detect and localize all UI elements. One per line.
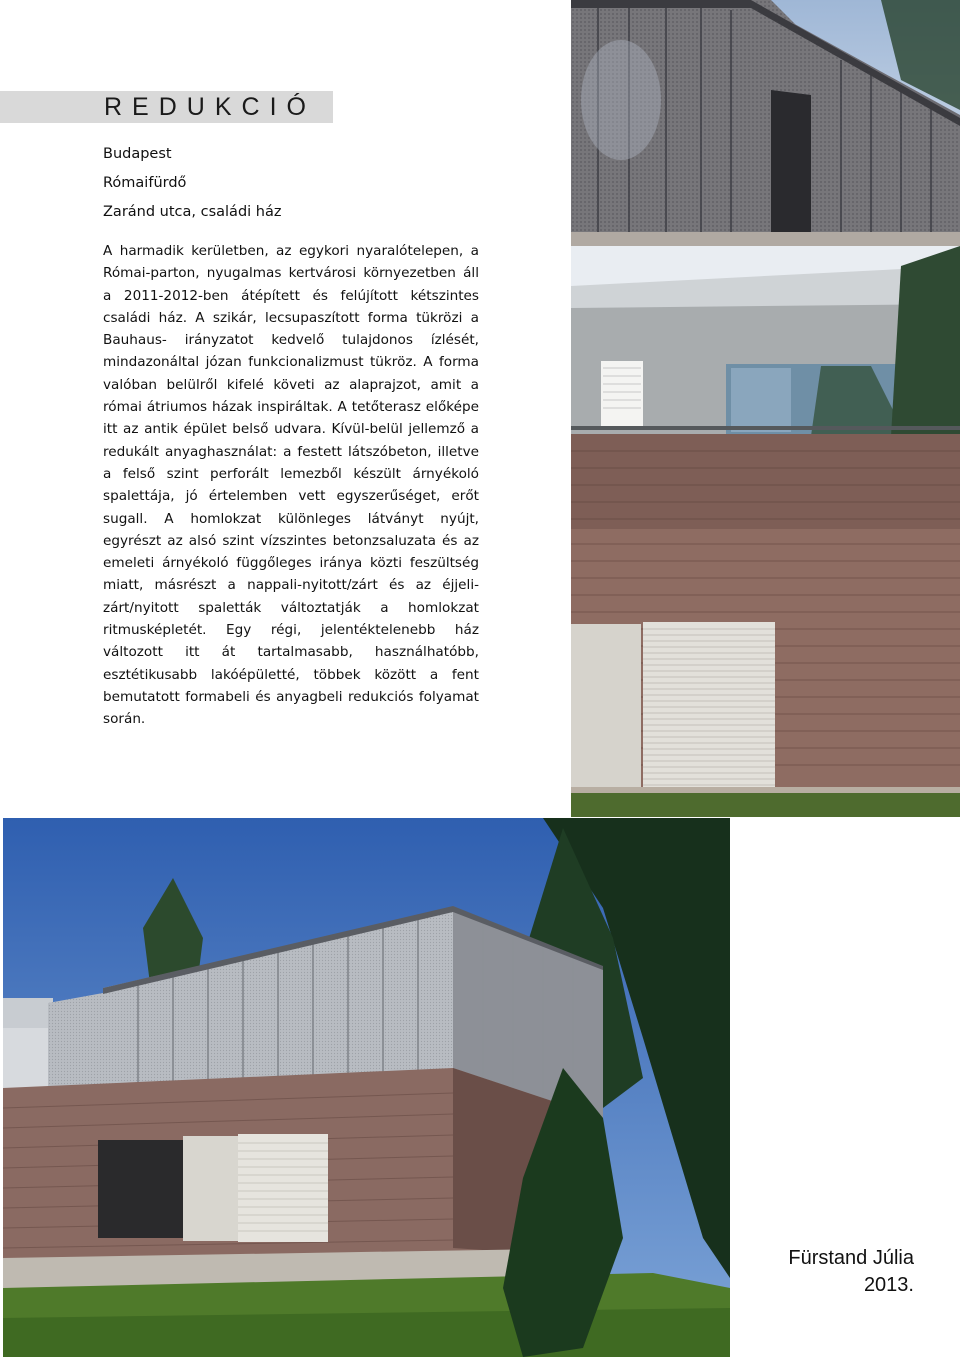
photo-facade-detail	[571, 0, 960, 246]
signature-block	[788, 1245, 914, 1299]
location-district: Rómaifürdő	[103, 175, 187, 191]
location-address: Zaránd utca, családi ház	[103, 204, 282, 220]
location-city: Budapest	[103, 146, 172, 162]
author-name: Fürstand Júlia	[788, 1247, 914, 1269]
photo-house-exterior	[3, 818, 730, 1357]
description-paragraph: A harmadik kerületben, az egykori nyaralótelepen, a Római-parton, nyugalmas kertvárosi környezetben áll a 2011-2012-ben átépített és felújított kétszintes családi ház. A szikár, lecsupaszított forma tükrözi a Bauhaus- irányzatot kedvelő tulajdonos ízlését, mindazonáltal józan funkcionalizmust tükröz. A forma valóban belülről kifelé követi az alaprajzot, amit a római átriumos házak inspiráltak. A tetőterasz előképe itt az antik épület belső udvara. Kívül-belül jellemző a redukált anyaghasználat: a festett látszóbeton, illetve a felső szint perforált lemezből készült árnyékoló spalettája, jó értelemben vett egyszerűséget, erőt sugall. A homlokzat különleges látványt nyújt, egyrészt az alsó szint vízszintes betonzsaluzata és az emeleti árnyékoló függőleges iránya közti feszültség miatt, másrészt a nappali-nyitott/zárt és az éjjeli-zárt/nyitott spaletták változtatják a homlokzat ritmusképletét. Egy régi, jelentéktelenebb ház változott itt át tartalmasabb, használhatóbb, esztétikusabb lakóépületté, többek között a fent bemutatott formabeli és anyagbeli redukciós folyamat során.	[103, 243, 479, 728]
page-title: REDUKCIÓ	[104, 93, 316, 121]
year: 2013.	[863, 1274, 914, 1296]
photo-terrace-window	[571, 246, 960, 529]
photo-roller-shutter	[571, 529, 960, 817]
